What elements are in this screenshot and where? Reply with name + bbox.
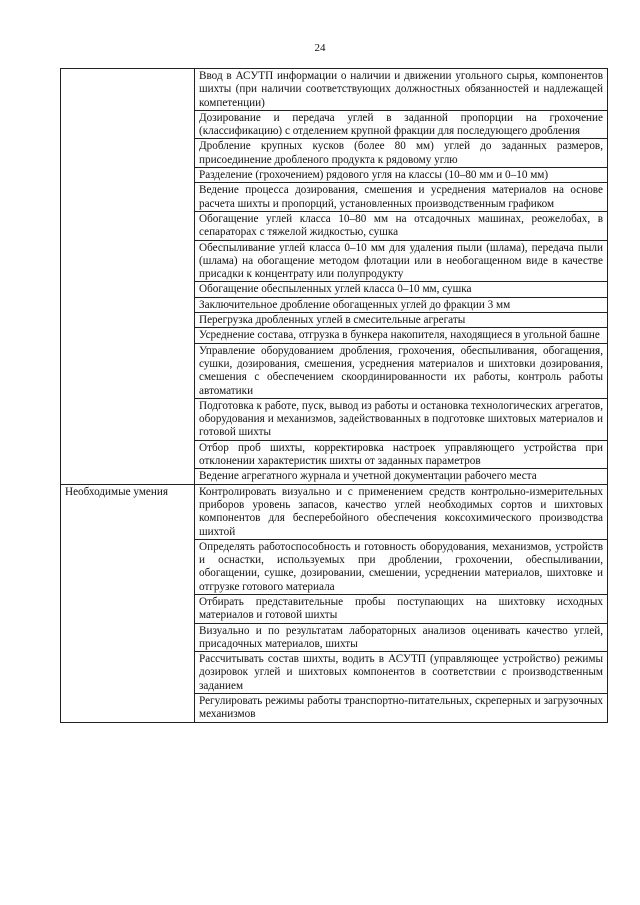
left-cell-required-skills <box>61 484 195 722</box>
table-cell: Заключительное дробление обогащенных углей до фракции 3 мм <box>195 297 608 312</box>
table-cell: Обогащение обеспыленных углей класса 0–10 мм, сушка <box>195 282 608 297</box>
required-skills-label: Необходимые умения <box>65 485 168 498</box>
table-cell: Рассчитывать состав шихты, водить в АСУТП (управляющее устройство) режимы дозировок углей и шихтовых компонентов в соответствии с производственным заданием <box>195 652 608 694</box>
table-row <box>61 484 608 539</box>
table-cell: Подготовка к работе, пуск, вывод из работы и остановка технологических агрегатов, оборудования и механизмов, задействованных в подготовке шихтовых материалов и готовой шихты <box>195 398 608 440</box>
table-cell: Дозирование и передача углей в заданной пропорции на грохочение (классификацию) с отделением крупной фракции для последующего дробления <box>195 110 608 139</box>
table-cell: Дробление крупных кусков (более 80 мм) углей до заданных размеров, присоединение дробленого продукта к рядовому углю <box>195 139 608 168</box>
table-cell: Контролировать визуально и с применением средств контрольно-измерительных приборов уровень запасов, качество углей необходимых сортов и шихтовых компонентов для бесперебойного обеспечения коксохимического производства шихтой <box>195 484 608 539</box>
competency-table <box>60 68 608 723</box>
table-cell: Разделение (грохочением) рядового угля на классы (10–80 мм и 0–10 мм) <box>195 168 608 183</box>
table-cell: Перегрузка дробленных углей в смесительные агрегаты <box>195 313 608 328</box>
table-cell: Ввод в АСУТП информации о наличии и движении угольного сырья, компонентов шихты (при наличии соответствующих должностных обязанностей и надлежащей компетенции) <box>195 69 608 111</box>
table-cell: Управление оборудованием дробления, грохочения, обеспыливания, обогащения, сушки, дозирования, смешения, усреднения материалов и шихтовки дозирования, смешения с обеспечением скоординированности их работы, контроль работы автоматики <box>195 343 608 398</box>
table-cell: Ведение процесса дозирования, смешения и усреднения материалов на основе расчета шихты и пропорций, установленных производственным графиком <box>195 183 608 212</box>
table-cell: Определять работоспособность и готовность оборудования, механизмов, устройств и оснастки, используемых при дроблении, грохочении, обеспыливании, обогащении, сушке, дозировании, смешении, усреднении материалов, шихтовке и отгрузке готового материала <box>195 539 608 594</box>
left-cell-labor-actions <box>61 69 195 485</box>
table-cell: Обогащение углей класса 10–80 мм на отсадочных машинах, реожелобах, в сепараторах с тяжелой жидкостью, сушка <box>195 211 608 240</box>
table-cell: Отбирать представительные пробы поступающих на шихтовку исходных материалов и готовой шихты <box>195 594 608 623</box>
page-number: 24 <box>314 42 326 54</box>
table-cell: Регулировать режимы работы транспортно-питательных, скреперных и загрузочных механизмов <box>195 694 608 723</box>
table-cell: Ведение агрегатного журнала и учетной документации рабочего места <box>195 469 608 484</box>
table-cell: Визуально и по результатам лабораторных анализов оценивать качество углей, присадочных материалов, шихты <box>195 623 608 652</box>
table-cell: Усреднение состава, отгрузка в бункера накопителя, находящиеся в угольной башне <box>195 328 608 343</box>
table-cell: Обеспыливание углей класса 0–10 мм для удаления пыли (шлама), передача пыли (шлама) на обогащение методом флотации или в необогащенном виде в качестве присадки к концентрату или полупродукту <box>195 240 608 282</box>
table-row <box>61 69 608 111</box>
table-cell: Отбор проб шихты, корректировка настроек управляющего устройства при отклонении характеристик шихты от заданных параметров <box>195 440 608 469</box>
